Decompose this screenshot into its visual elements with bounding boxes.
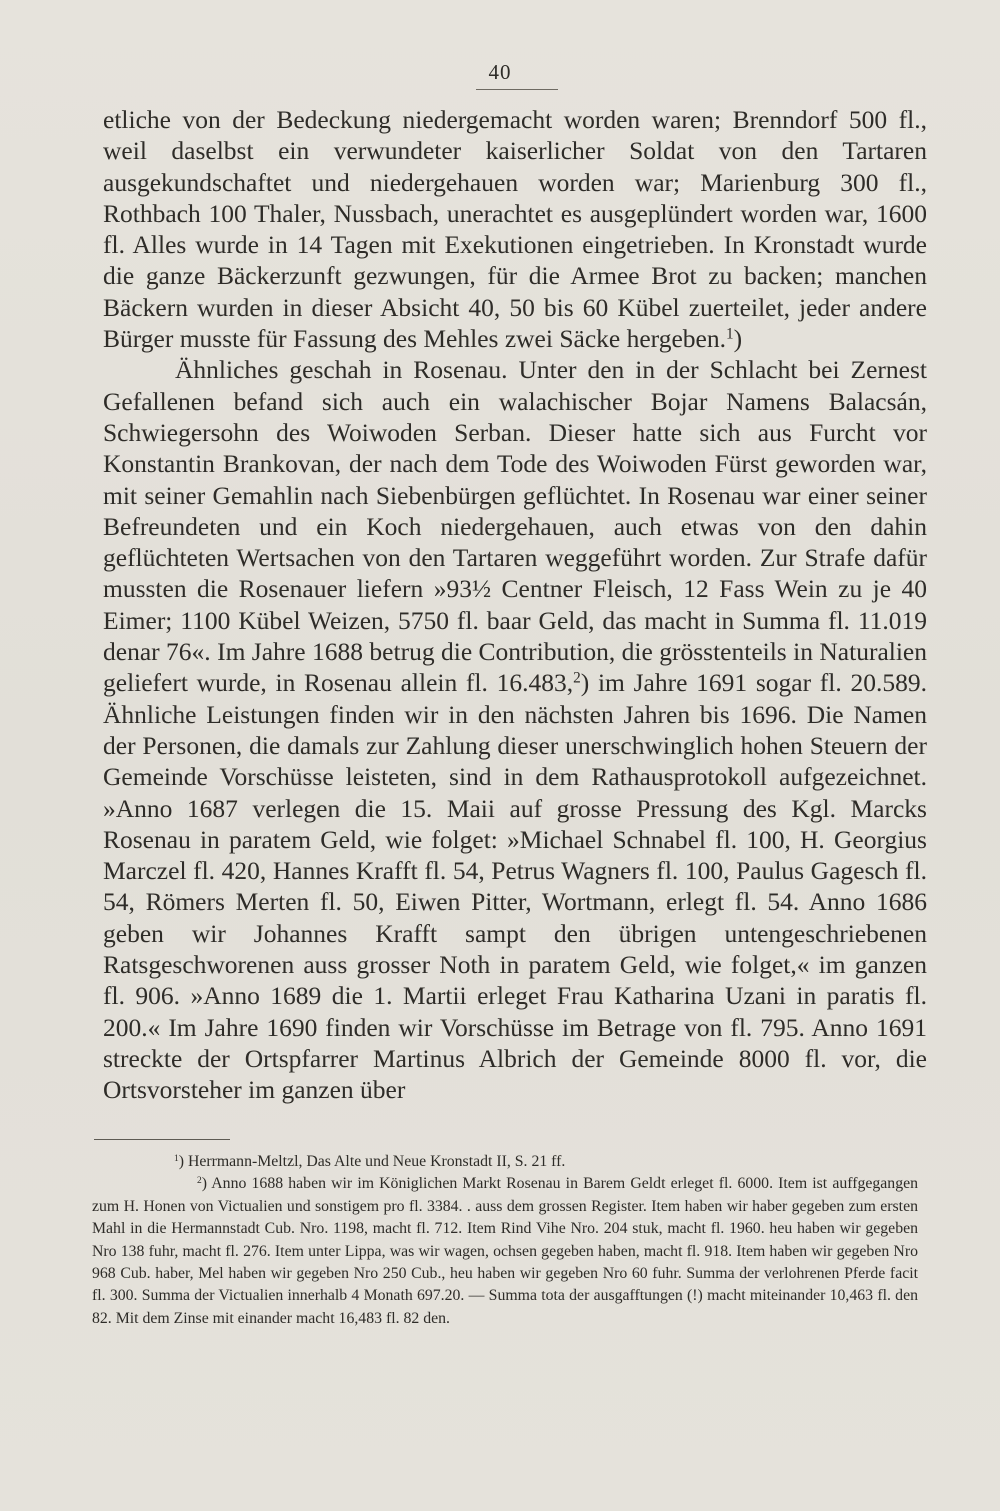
body-paragraph-1 — [103, 104, 927, 354]
footnote-1 — [92, 1151, 918, 1173]
footnote-1-text: ) Herrmann-Meltzl, Das Alte und Neue Kronstadt II, S. 21 ff. — [178, 1153, 566, 1170]
page-number-underline — [476, 89, 558, 90]
footnote-2-text: ) Anno 1688 haben wir im Königlichen Markt Rosenau in Barem Geldt erleget fl. 6000. Item ist auffgegangen zum H. Honen von Victualien und sonstigem pro fl. 3384. . auss dem grossen Register. Item haben wir haber gegeben zum ersten Mahl in die Hermannstadt Cub. Nro. 1198, macht fl. 712. Item Rind Vihe Nro. 204 stuk, macht fl. 1960. heu haben wir gegeben Nro 138 fuhr, macht fl. 276. Item unter Lippa, was wir wagen, ochsen gegeben haben, macht fl. 918. Item haben wir gegeben Nro 968 Cub. haber, Mel haben wir gegeben Nro 250 Cub., heu haben wir gegeben Nro 60 fuhr. Summa der verlohrenen Pferde facit fl. 300. Summa der Victualien innerhalb 4 Monath 697.20. — Summa tota der ausgafftungen (!) macht miteinander 10,463 fl. den 82. Mit dem Zinse mit einander macht 16,483 fl. 82 den. — [92, 1175, 918, 1327]
footnote-1-marker: 1 — [174, 1153, 179, 1164]
footnote-2 — [92, 1173, 918, 1330]
paragraph-2-text-start: Ähnliches geschah in Rosenau. Unter den in der Schlacht bei Zernest Gefallenen befand sich auch ein walachischer Bojar Namens Balacsán, Schwiegersohn des Woiwoden Serban. Dieser hatte sich aus Furcht vor Konstantin Brankovan, der nach dem Tode des Woiwoden Fürst geworden war, mit seiner Gemahlin nach Siebenbürgen geflüchtet. In Rosenau war einer seiner Befreundeten und ein Koch niedergehauen, auch etwas von den dahin geflüchteten Wertsachen von den Tartaren weggeführt worden. Zur Strafe dafür mussten die Rosenauer liefern »93½ Centner Fleisch, 12 Fass Wein zu je 40 Eimer; 1100 Kübel Weizen, 5750 fl. baar Geld, das macht in Summa fl. 11.019 denar 76«. Im Jahre 1688 betrug die Contribution, die grösstenteils in Naturalien geliefert wurde, in Rosenau allein fl. 16.483, — [103, 355, 927, 698]
paragraph-2-text-end: ) im Jahre 1691 sogar fl. 20.589. Ähnliche Leistungen finden wir in den nächsten Jahren bis 1696. Die Namen der Personen, die damals zur Zahlung dieser unerschwinglich hohen Steuern der Gemeinde Vorschüsse leisteten, sind in dem Rathausprotokoll aufgezeichnet. »Anno 1687 verlegen die 15. Maii auf grosse Pressung des Kgl. Marcks Rosenau in paratem Geld, wie folget: »Michael Schnabel fl. 100, H. Georgius Marczel fl. 420, Hannes Krafft fl. 54, Petrus Wagners fl. 100, Paulus Gagesch fl. 54, Römers Merten fl. 50, Eiwen Pitter, Wortmann, erlegt fl. 54. Anno 1686 geben wir Johannes Krafft sampt den übrigen untengeschriebenen Ratsgeschworenen auss grosser Noth in paratem Geld, wie folget,« im ganzen fl. 906. »Anno 1689 die 1. Martii erleget Frau Katharina Uzani in paratis fl. 200.« Im Jahre 1690 finden wir Vorschüsse im Betrage von fl. 795. Anno 1691 streckte der Ortspfarrer Martinus Albrich der Gemeinde 8000 fl. vor, die Ortsvorsteher im ganzen über — [103, 668, 927, 1105]
footnote-reference-2: 2 — [573, 669, 581, 687]
footnote-separator — [94, 1139, 230, 1140]
footnotes — [92, 1151, 918, 1330]
footnote-reference-1: 1 — [725, 325, 734, 343]
page-number: 40 — [488, 60, 512, 84]
main-text — [103, 104, 927, 1106]
paragraph-1-closing: ) — [733, 324, 743, 354]
paragraph-1-text: etliche von der Bedeckung niedergemacht worden waren; Brenndorf 500 fl., weil daselbst ein verwundeter kaiserlicher Soldat von den Tartaren ausgekundschaftet und niedergehauen worden war; Marienburg 300 fl., Rothbach 100 Thaler, Nussbach, unerachtet es ausgeplündert worden war, 1600 fl. Alles wurde in 14 Tagen mit Exekutionen eingetrieben. In Kronstadt wurde die ganze Bäckerzunft gezwungen, für die Armee Brot zu backen; manchen Bäckern wurden in dieser Absicht 40, 50 bis 60 Kübel zuerteilet, jeder andere Bürger musste für Fassung des Mehles zwei Säcke hergeben. — [103, 105, 927, 354]
footnote-2-marker: 2 — [197, 1176, 202, 1187]
body-paragraph-2 — [103, 354, 927, 1105]
